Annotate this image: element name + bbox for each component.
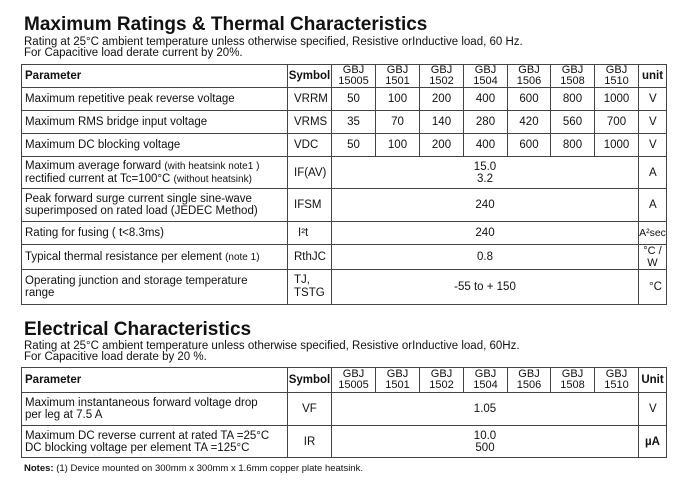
unit-cell: °C / W: [639, 245, 667, 270]
value-cell: 800: [551, 134, 595, 157]
unit-cell: V: [639, 393, 667, 426]
notes-text: (1) Device mounted on 300mm x 300mm x 1.6mm copper plate heatsink.: [56, 463, 363, 474]
symbol-rthjc: RthJC: [288, 245, 332, 270]
unit-cell: A²sec: [639, 222, 667, 245]
table-row: [22, 134, 667, 157]
value-cell: 420: [508, 111, 551, 134]
value-cell: 200: [420, 134, 464, 157]
table-row: [22, 245, 667, 270]
notes-label: Notes:: [24, 463, 54, 474]
param-forward-voltage: Maximum instantaneous forward voltage drop per leg at 7.5 A: [22, 393, 288, 426]
value-cell: 800: [551, 88, 595, 111]
table-row: [22, 393, 667, 426]
value-cell: 50: [332, 134, 376, 157]
param-fusing: Rating for fusing ( t<8.3ms): [22, 222, 288, 245]
thermal-section-title: Maximum Ratings & Thermal Characteristics: [24, 14, 428, 35]
header-parameter: Parameter: [22, 65, 288, 88]
header-model-15005: GBJ 15005: [332, 368, 376, 393]
symbol-vf: VF: [288, 393, 332, 426]
value-cell: 1000: [595, 134, 639, 157]
value-cell: 35: [332, 111, 376, 134]
param-reverse-current: Maximum DC reverse current at rated TA =25°C DC blocking voltage per element TA =125°C: [22, 426, 288, 458]
header-symbol: Symbol: [288, 368, 332, 393]
value-cell: 10.0 500: [332, 426, 639, 458]
header-model-15005: GBJ 15005: [332, 65, 376, 88]
header-parameter: Parameter: [22, 368, 288, 393]
electrical-section-title: Electrical Characteristics: [24, 319, 252, 340]
unit-cell: V: [639, 88, 667, 111]
value-cell: 100: [376, 88, 420, 111]
symbol-i2t: I²t: [288, 222, 332, 245]
table-row: [22, 426, 667, 458]
table-row: [22, 88, 667, 111]
notes: [24, 463, 363, 474]
electrical-conditions-line2: For Capacitive load derate by 20 %.: [24, 351, 207, 363]
symbol-ifsm: IFSM: [288, 189, 332, 222]
param-vrms: Maximum RMS bridge input voltage: [22, 111, 288, 134]
value-cell: 100: [376, 134, 420, 157]
thermal-conditions-line1: Rating at 25°C ambient temperature unless otherwise specified, Resistive orInductive load, 60 Hz.: [24, 36, 523, 48]
electrical-conditions-line1: Rating at 25°C ambient temperature unless otherwise specified, Resistive orInductive load, 60Hz.: [24, 340, 520, 352]
electrical-header-row: [22, 368, 667, 393]
value-cell: 15.0 3.2: [332, 157, 639, 189]
unit-cell: °C: [639, 270, 667, 305]
value-cell: 400: [464, 134, 508, 157]
unit-cell: µA: [639, 426, 667, 458]
header-model-1506: GBJ 1506: [508, 65, 551, 88]
unit-cell: V: [639, 111, 667, 134]
table-row: [22, 111, 667, 134]
value-cell: 560: [551, 111, 595, 134]
symbol-vdc: VDC: [288, 134, 332, 157]
header-unit: unit: [639, 65, 667, 88]
unit-cell: V: [639, 134, 667, 157]
value-cell: 50: [332, 88, 376, 111]
header-model-1502: GBJ 1502: [420, 65, 464, 88]
unit-cell: A: [639, 157, 667, 189]
value-cell: 140: [420, 111, 464, 134]
thermal-conditions-line2: For Capacitive load derate current by 20%.: [24, 47, 243, 59]
thermal-ratings-table: [21, 64, 667, 305]
value-cell: 200: [420, 88, 464, 111]
electrical-characteristics-table: [21, 367, 667, 458]
value-cell: 240: [332, 222, 639, 245]
symbol-vrrm: VRRM: [288, 88, 332, 111]
table-row: [22, 270, 667, 305]
value-cell: 70: [376, 111, 420, 134]
thermal-header-row: [22, 65, 667, 88]
table-row: [22, 189, 667, 222]
header-model-1502: GBJ 1502: [420, 368, 464, 393]
value-cell: 1.05: [332, 393, 639, 426]
param-vrrm: Maximum repetitive peak reverse voltage: [22, 88, 288, 111]
param-vdc: Maximum DC blocking voltage: [22, 134, 288, 157]
value-cell: 600: [508, 134, 551, 157]
value-cell: 1000: [595, 88, 639, 111]
symbol-ir: IR: [288, 426, 332, 458]
value-cell: 240: [332, 189, 639, 222]
header-model-1504: GBJ 1504: [464, 65, 508, 88]
value-cell: 400: [464, 88, 508, 111]
header-model-1510: GBJ 1510: [595, 65, 639, 88]
param-surge: Peak forward surge current single sine-wave superimposed on rated load (JEDEC Method): [22, 189, 288, 222]
table-row: [22, 157, 667, 189]
table-row: [22, 222, 667, 245]
header-model-1501: GBJ 1501: [376, 65, 420, 88]
symbol-ifav: IF(AV): [288, 157, 332, 189]
header-model-1501: GBJ 1501: [376, 368, 420, 393]
header-model-1508: GBJ 1508: [551, 65, 595, 88]
header-model-1510: GBJ 1510: [595, 368, 639, 393]
header-unit: Unit: [639, 368, 667, 393]
value-cell: -55 to + 150: [332, 270, 639, 305]
symbol-vrms: VRMS: [288, 111, 332, 134]
param-temperature: Operating junction and storage temperature range: [22, 270, 288, 305]
value-cell: 280: [464, 111, 508, 134]
param-thermal-resistance: Typical thermal resistance per element (note 1): [22, 245, 288, 270]
header-model-1508: GBJ 1508: [551, 368, 595, 393]
header-model-1504: GBJ 1504: [464, 368, 508, 393]
value-cell: 0.8: [332, 245, 639, 270]
value-cell: 600: [508, 88, 551, 111]
param-avg-forward: Maximum average forward (with heatsink note1 ) rectified current at Tc=100°C (without heatsink): [22, 157, 288, 189]
header-model-1506: GBJ 1506: [508, 368, 551, 393]
header-symbol: Symbol: [288, 65, 332, 88]
symbol-tj-tstg: TJ, TSTG: [288, 270, 332, 305]
unit-cell: A: [639, 189, 667, 222]
value-cell: 700: [595, 111, 639, 134]
